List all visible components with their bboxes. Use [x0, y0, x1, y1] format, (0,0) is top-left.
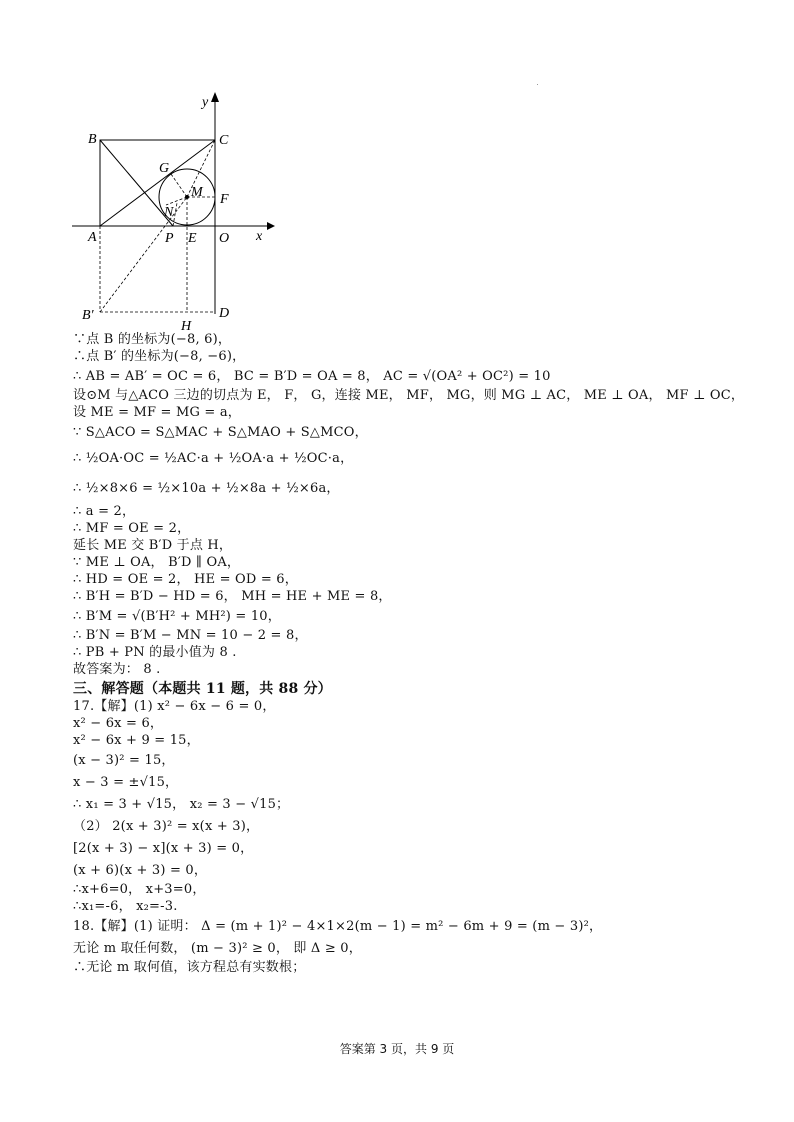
- solution-line: （2） 2(x + 3)² = x(x + 3)，: [73, 819, 260, 834]
- x-axis-arrow: [267, 222, 275, 230]
- label-a: A: [88, 230, 97, 245]
- solution-line: ∴ x₁ = 3 + √15， x₂ = 3 − √15；: [73, 797, 290, 812]
- solution-text: [73, 332, 773, 977]
- solution-line: (x + 6)(x + 3) = 0，: [73, 863, 208, 878]
- solution-line: ∴ AB = AB′ = OC = 6， BC = B′D = OA = 8， AC = √(OA² + OC²) = 10: [73, 369, 551, 384]
- solution-line: 延长 ME 交 B′D 于点 H，: [73, 538, 233, 553]
- label-g: G: [159, 161, 170, 176]
- solution-line: x − 3 = ±√15，: [73, 775, 179, 790]
- solution-line: 故答案为： 8 .: [73, 662, 161, 677]
- solution-line: ∴x+6=0， x+3=0，: [73, 882, 206, 897]
- segment-ac: [100, 140, 215, 226]
- geometry-figure: [62, 86, 282, 334]
- dashed-mg: [171, 174, 187, 197]
- solution-line: 无论 m 取任何数， (m − 3)² ≥ 0， 即 Δ ≥ 0，: [73, 941, 362, 956]
- label-d: D: [219, 306, 230, 321]
- solution-line: 设⊙M 与△ACO 三边的切点为 E， F， G，连接 ME， MF， MG，则 MG ⊥ AC， ME ⊥ OA， MF ⊥ OC，: [73, 388, 745, 403]
- solution-line: 18.【解】(1) 证明： Δ = (m + 1)² − 4×1×2(m − 1) = m² − 6m + 9 = (m − 3)²，: [73, 919, 603, 934]
- label-y: y: [202, 95, 209, 110]
- dashed-b-prime-m: [100, 197, 187, 312]
- solution-line: x² − 6x + 9 = 15，: [73, 733, 200, 748]
- segment-bp: [100, 140, 173, 226]
- section-heading: 三、解答题（本题共 11 题，共 88 分）: [73, 681, 332, 697]
- solution-line: ∴ MF = OE = 2，: [73, 521, 191, 536]
- solution-line: ∵点 B 的坐标为(−8, 6)，: [73, 332, 232, 347]
- label-p: P: [165, 231, 174, 246]
- page-footer: 答案第 3 页，共 9 页: [339, 1042, 455, 1056]
- solution-line: ∵ ME ⊥ OA， B′D ∥ OA，: [73, 555, 241, 570]
- solution-line: 17.【解】(1) x² − 6x − 6 = 0，: [73, 699, 276, 714]
- solution-line: ∵ S△ACO = S△MAC + S△MAO + S△MCO，: [73, 425, 368, 440]
- label-b: B: [88, 132, 97, 147]
- label-b-prime: B′: [82, 308, 94, 323]
- label-x: x: [256, 229, 263, 244]
- label-n: N: [164, 205, 174, 220]
- solution-line: ∴ PB + PN 的最小值为 8 .: [73, 645, 237, 660]
- solution-line: ∴无论 m 取何值，该方程总有实数根；: [73, 960, 306, 975]
- solution-line: ∴ ½OA·OC = ½AC·a + ½OA·a + ½OC·a，: [73, 451, 354, 466]
- solution-line: ∴ B′N = B′M − MN = 10 − 2 = 8，: [73, 628, 308, 643]
- label-h: H: [181, 319, 192, 334]
- label-c: C: [219, 133, 229, 148]
- solution-line: [2(x + 3) − x](x + 3) = 0，: [73, 841, 254, 856]
- y-axis-arrow: [211, 92, 219, 102]
- label-e: E: [188, 231, 197, 246]
- solution-line: ∴ a = 2，: [73, 504, 136, 519]
- label-m: M: [191, 185, 203, 200]
- solution-line: ∴ HD = OE = 2， HE = OD = 6，: [73, 572, 298, 587]
- label-f: F: [220, 192, 229, 207]
- solution-line: ∴ B′M = √(B′H² + MH²) = 10，: [73, 609, 281, 624]
- solution-line: ∴ ½×8×6 = ½×10a + ½×8a + ½×6a，: [73, 481, 340, 496]
- solution-line: ∴点 B′ 的坐标为(−8, −6)，: [73, 349, 246, 364]
- solution-line: x² − 6x = 6，: [73, 716, 164, 731]
- label-o: O: [219, 231, 230, 246]
- solution-line: (x − 3)² = 15，: [73, 753, 175, 768]
- solution-line: ∴x₁=-6， x₂=-3.: [73, 899, 178, 914]
- solution-line: ∴ B′H = B′D − HD = 6， MH = HE + ME = 8，: [73, 589, 392, 604]
- solution-line: 设 ME = MF = MG = a，: [73, 405, 241, 420]
- page-speck: [537, 84, 538, 85]
